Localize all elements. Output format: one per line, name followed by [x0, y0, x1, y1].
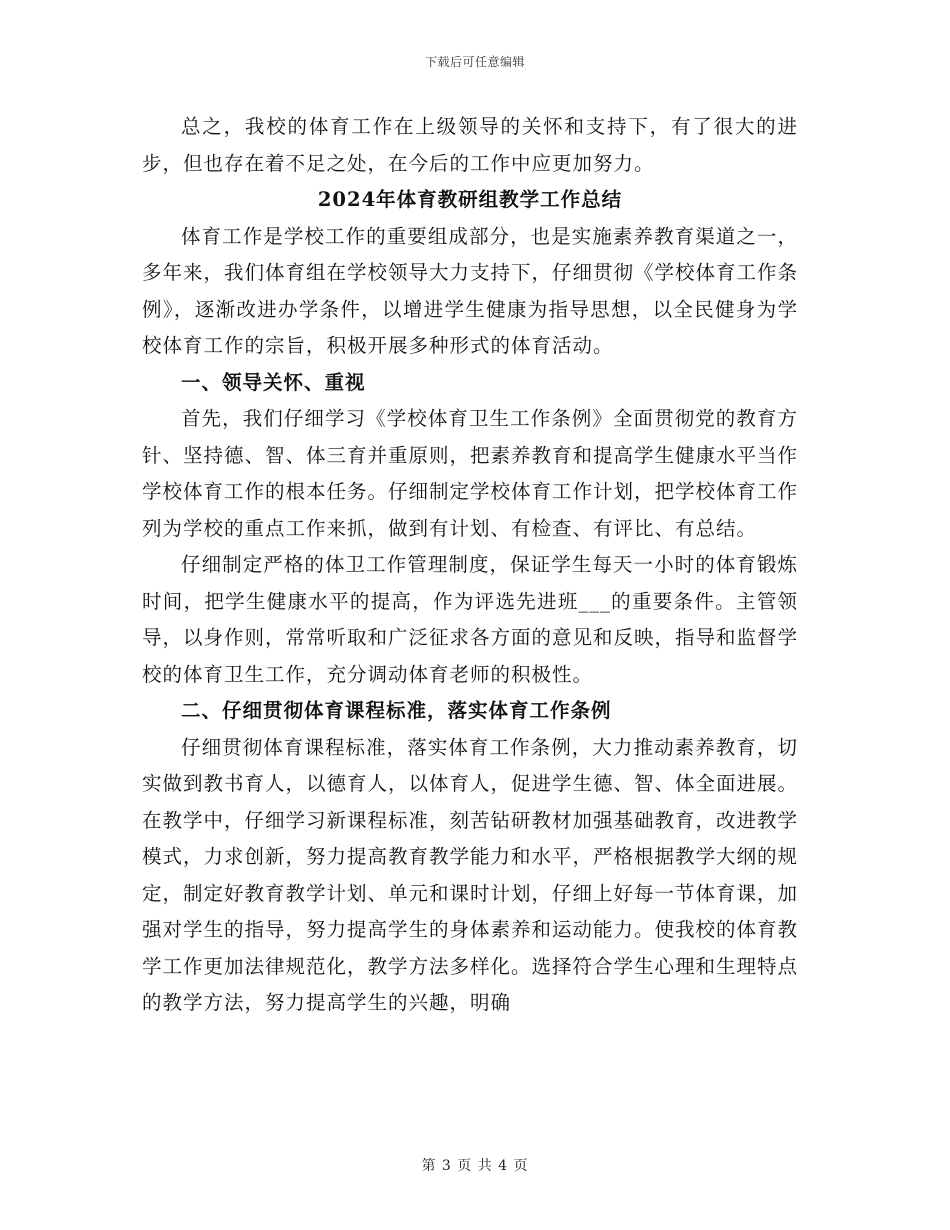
paragraph-intro: 体育工作是学校工作的重要组成部分，也是实施素养教育渠道之一，多年来，我们体育组在学校领导大力支持下，仔细贯彻《学校体育工作条例》，逐渐改进办学条件，以增进学生健康为指导思想，以全民健身为学校体育工作的宗旨，积极开展多种形式的体育活动。: [142, 224, 799, 357]
header-note: 下载后可任意编辑: [424, 55, 525, 69]
paragraph-curriculum: 仔细贯彻体育课程标准，落实体育工作条例，大力推动素养教育，切实做到教书育人，以德育人，以体育人，促进学生德、智、体全面进展。在教学中，仔细学习新课程标准，刻苦钻研教材加强基础教育，改进教学模式，力求创新，努力提高教育教学能力和水平，严格根据教学大纲的规定，制定好教育教学计划、单元和课时计划，仔细上好每一节体育课，加强对学生的指导，努力提高学生的身体素养和运动能力。使我校的体育教学工作更加法律规范化，教学方法多样化。选择符合学生心理和生理特点的教学方法，努力提高学生的兴趣，明确: [142, 735, 799, 1014]
paragraph-conclusion: 总之，我校的体育工作在上级领导的关怀和支持下，有了很大的进步，但也存在着不足之处，在今后的工作中应更加努力。: [142, 115, 798, 175]
section-heading-leadership: 一、领导关怀、重视: [181, 370, 366, 394]
section-heading-curriculum: 二、仔细贯彻体育课程标准，落实体育工作条例: [181, 699, 612, 722]
page-number: 第 3 页 共 4 页: [421, 1158, 529, 1174]
paragraph-leadership-1: 首先，我们仔细学习《学校体育卫生工作条例》全面贯彻党的教育方针、坚持德、智、体三育并重原则，把素养教育和提高学生健康水平当作学校体育工作的根本任务。仔细制定学校体育工作计划，把学校体育工作列为学校的重点工作来抓，做到有计划、有检查、有评比、有总结。: [142, 407, 799, 540]
document-body: [142, 109, 798, 1022]
document-title: 2024年体育教研组教学工作总结: [317, 188, 623, 211]
paragraph-leadership-2: 仔细制定严格的体卫工作管理制度，保证学生每天一小时的体育锻炼时间，把学生健康水平的提高，作为评选先进班___的重要条件。主管领导，以身作则，常常听取和广泛征求各方面的意见和反映，指导和监督学校的体育卫生工作，充分调动体育老师的积极性。: [142, 553, 799, 686]
